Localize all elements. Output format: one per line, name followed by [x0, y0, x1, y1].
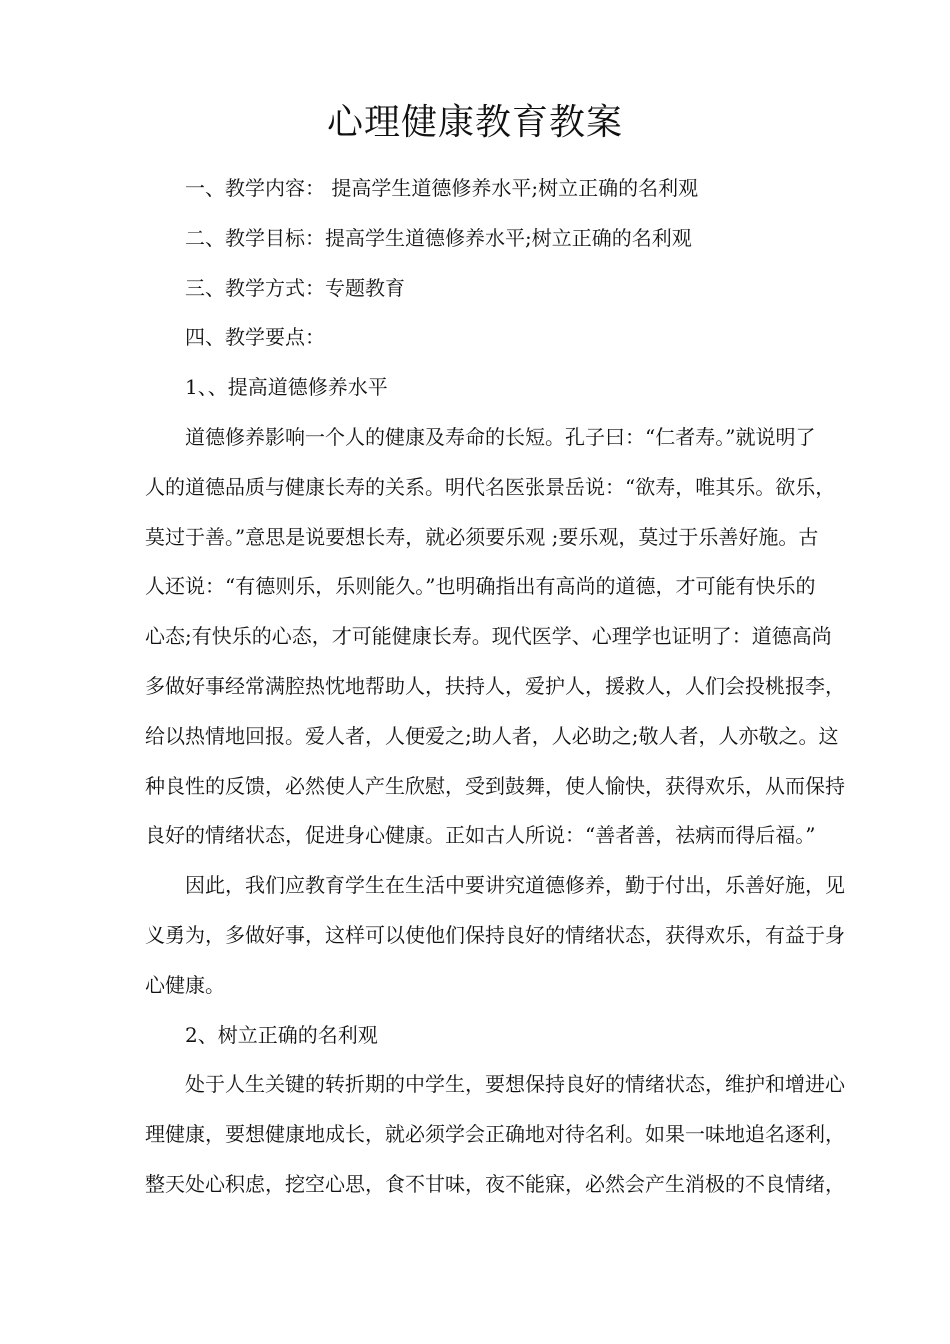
section-teaching-content: 一、教学内容： 提高学生道德修养水平;树立正确的名利观 — [185, 176, 699, 200]
document-body — [145, 164, 845, 1210]
paragraph-line: 义勇为，多做好事，这样可以使他们保持良好的情绪状态，获得欢乐，有益于身 — [145, 922, 845, 947]
section-teaching-goal: 二、教学目标：提高学生道德修养水平;树立正确的名利观 — [185, 225, 692, 250]
paragraph-line: 多做好事经常满腔热忱地帮助人，扶持人，爱护人，援救人，人们会投桃报李， — [145, 673, 845, 698]
paragraph-line: 心健康。 — [145, 972, 225, 997]
paragraph-line: 因此，我们应教育学生在生活中要讲究道德修养，勤于付出，乐善好施，见 — [185, 873, 845, 898]
paragraph-line: 人的道德品质与健康长寿的关系。明代名医张景岳说：“欲寿，唯其乐。欲乐， — [145, 474, 836, 499]
paragraph-line: 良好的情绪状态，促进身心健康。正如古人所说：“善者善，祛病而得后福。” — [145, 823, 816, 848]
paragraph-line: 心态;有快乐的心态，才可能健康长寿。现代医学、心理学也证明了：道德高尚 — [145, 624, 832, 649]
subheading-moral-cultivation: 1、、提高道德修养水平 — [185, 375, 388, 400]
paragraph-line: 人还说：“有德则乐，乐则能久。”也明确指出有高尚的道德，才可能有快乐的 — [145, 574, 816, 599]
section-teaching-points: 四、教学要点： — [185, 325, 325, 350]
paragraph-line: 处于人生关键的转折期的中学生，要想保持良好的情绪状态，维护和增进心 — [185, 1072, 845, 1097]
subheading-fame-and-gain: 2、树立正确的名利观 — [185, 1022, 378, 1047]
paragraph-line: 道德修养影响一个人的健康及寿命的长短。孔子曰：“仁者寿。”就说明了 — [185, 424, 816, 449]
paragraph-line: 整天处心积虑，挖空心思，食不甘味，夜不能寐，必然会产生消极的不良情绪， — [145, 1171, 845, 1196]
document-title: 心理健康教育教案 — [326, 102, 623, 143]
paragraph-line: 理健康，要想健康地成长，就必须学会正确地对待名利。如果一味地追名逐利， — [145, 1122, 845, 1147]
paragraph-line: 给以热情地回报。爱人者，人便爱之;助人者，人必助之;敬人者，人亦敬之。这 — [145, 723, 839, 748]
section-teaching-method: 三、教学方式：专题教育 — [185, 275, 405, 300]
paragraph-line: 莫过于善。”意思是说要想长寿，就必须要乐观 ;要乐观，莫过于乐善好施。古 — [145, 524, 819, 549]
paragraph-line: 种良性的反馈，必然使人产生欣慰，受到鼓舞，使人愉快，获得欢乐，从而保持 — [145, 773, 845, 798]
